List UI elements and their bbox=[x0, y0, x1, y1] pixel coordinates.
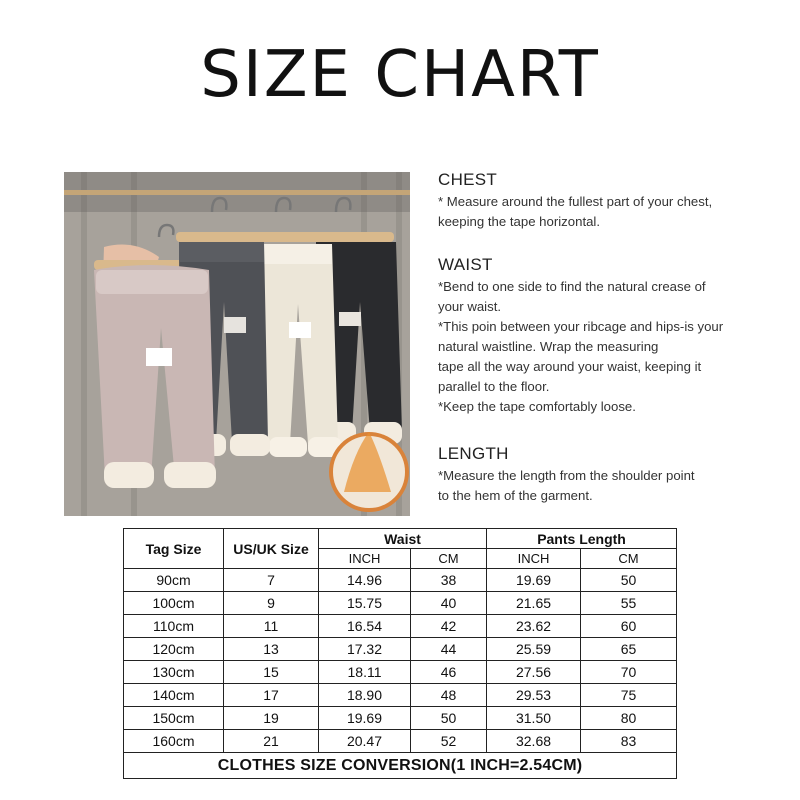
tag-size-cell: 160cm bbox=[124, 730, 224, 753]
tag-size-cell: 150cm bbox=[124, 707, 224, 730]
us-uk-size-cell: 13 bbox=[224, 638, 319, 661]
waist-cm-cell: 50 bbox=[411, 707, 487, 730]
length-cm-cell: 80 bbox=[581, 707, 677, 730]
length-inch-cell: 19.69 bbox=[487, 569, 581, 592]
table-row bbox=[124, 592, 677, 615]
header-waist-inch: INCH bbox=[319, 549, 411, 569]
table-row bbox=[124, 730, 677, 753]
waist-cm-cell: 46 bbox=[411, 661, 487, 684]
us-uk-size-cell: 9 bbox=[224, 592, 319, 615]
waist-inch-cell: 20.47 bbox=[319, 730, 411, 753]
waist-line-6: parallel to the floor. bbox=[438, 379, 550, 394]
tag-size-cell: 120cm bbox=[124, 638, 224, 661]
waist-line-5: tape all the way around your waist, keeping it bbox=[438, 359, 702, 374]
chest-heading: CHEST bbox=[438, 170, 498, 189]
waist-inch-cell: 15.75 bbox=[319, 592, 411, 615]
header-length-inch: INCH bbox=[487, 549, 581, 569]
waist-line-4: natural waistline. Wrap the measuring bbox=[438, 339, 659, 354]
length-inch-cell: 25.59 bbox=[487, 638, 581, 661]
length-cm-cell: 50 bbox=[581, 569, 677, 592]
hanger-4 bbox=[314, 232, 394, 242]
waist-cm-cell: 48 bbox=[411, 684, 487, 707]
waist-cm-cell: 52 bbox=[411, 730, 487, 753]
tag-size-cell: 90cm bbox=[124, 569, 224, 592]
page-title: SIZE CHART bbox=[200, 38, 600, 112]
waist-line-7: *Keep the tape comfortably loose. bbox=[438, 399, 636, 414]
length-cm-cell: 55 bbox=[581, 592, 677, 615]
chest-line-2: keeping the tape horizontal. bbox=[438, 214, 601, 229]
header-pants-length: Pants Length bbox=[487, 529, 677, 549]
us-uk-size-cell: 17 bbox=[224, 684, 319, 707]
header-waist-cm: CM bbox=[411, 549, 487, 569]
length-cm-cell: 65 bbox=[581, 638, 677, 661]
header-waist: Waist bbox=[319, 529, 487, 549]
length-inch-cell: 27.56 bbox=[487, 661, 581, 684]
header-us-uk-size: US/UK Size bbox=[224, 529, 319, 569]
waist-cm-cell: 42 bbox=[411, 615, 487, 638]
table-row bbox=[124, 615, 677, 638]
us-uk-size-cell: 7 bbox=[224, 569, 319, 592]
length-section bbox=[438, 444, 788, 506]
length-inch-cell: 32.68 bbox=[487, 730, 581, 753]
waist-cm-cell: 38 bbox=[411, 569, 487, 592]
length-cm-cell: 75 bbox=[581, 684, 677, 707]
waist-inch-cell: 17.32 bbox=[319, 638, 411, 661]
waist-cm-cell: 44 bbox=[411, 638, 487, 661]
length-inch-cell: 29.53 bbox=[487, 684, 581, 707]
length-heading: LENGTH bbox=[438, 444, 509, 463]
size-table-body bbox=[124, 569, 677, 753]
header-length-cm: CM bbox=[581, 549, 677, 569]
us-uk-size-cell: 15 bbox=[224, 661, 319, 684]
waist-heading: WAIST bbox=[438, 255, 493, 274]
waist-line-1: *Bend to one side to find the natural crease of bbox=[438, 279, 706, 294]
waist-inch-cell: 19.69 bbox=[319, 707, 411, 730]
waist-inch-cell: 14.96 bbox=[319, 569, 411, 592]
us-uk-size-cell: 21 bbox=[224, 730, 319, 753]
table-row bbox=[124, 661, 677, 684]
length-line-1: *Measure the length from the shoulder point bbox=[438, 468, 695, 483]
length-inch-cell: 23.62 bbox=[487, 615, 581, 638]
length-inch-cell: 21.65 bbox=[487, 592, 581, 615]
waist-line-3: *This poin between your ribcage and hips-is your bbox=[438, 319, 724, 334]
pants-illustration bbox=[64, 172, 410, 516]
waist-inch-cell: 16.54 bbox=[319, 615, 411, 638]
us-uk-size-cell: 19 bbox=[224, 707, 319, 730]
header-tag-size: Tag Size bbox=[124, 529, 224, 569]
size-table bbox=[123, 528, 677, 779]
table-row bbox=[124, 638, 677, 661]
chest-line-1: * Measure around the fullest part of your chest, bbox=[438, 194, 713, 209]
tag-size-cell: 100cm bbox=[124, 592, 224, 615]
table-row bbox=[124, 684, 677, 707]
length-inch-cell: 31.50 bbox=[487, 707, 581, 730]
tag-size-cell: 140cm bbox=[124, 684, 224, 707]
waist-inch-cell: 18.11 bbox=[319, 661, 411, 684]
table-row bbox=[124, 707, 677, 730]
waist-line-2: your waist. bbox=[438, 299, 502, 314]
tag-size-cell: 130cm bbox=[124, 661, 224, 684]
waist-section bbox=[438, 255, 788, 417]
product-photo bbox=[64, 172, 410, 516]
chest-section bbox=[438, 170, 788, 232]
length-cm-cell: 70 bbox=[581, 661, 677, 684]
length-line-2: to the hem of the garment. bbox=[438, 488, 593, 503]
tag-size-cell: 110cm bbox=[124, 615, 224, 638]
table-row bbox=[124, 569, 677, 592]
waist-inch-cell: 18.90 bbox=[319, 684, 411, 707]
length-cm-cell: 83 bbox=[581, 730, 677, 753]
length-cm-cell: 60 bbox=[581, 615, 677, 638]
us-uk-size-cell: 11 bbox=[224, 615, 319, 638]
conversion-footer: CLOTHES SIZE CONVERSION(1 INCH=2.54CM) bbox=[124, 753, 677, 779]
waist-cm-cell: 40 bbox=[411, 592, 487, 615]
